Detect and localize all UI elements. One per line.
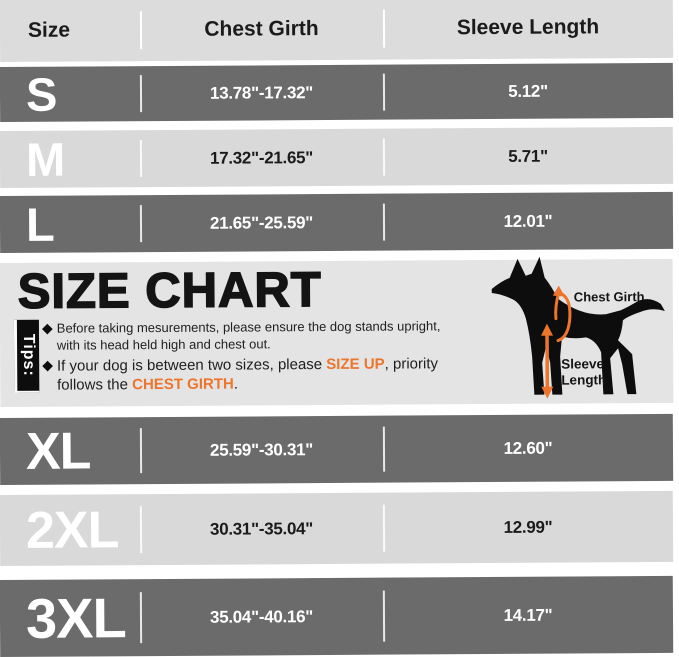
table-header (0, 0, 673, 62)
size-chart-title: SIZE CHART (17, 263, 322, 319)
sleeve-length-value: 12.99" (503, 517, 553, 537)
size-up-highlight: SIZE UP (326, 355, 385, 374)
chest-girth-value: 30.31"-35.04" (209, 518, 314, 539)
header-size: Size (27, 18, 71, 42)
size-row-s (0, 63, 673, 122)
size-label: S (25, 67, 57, 121)
diamond-bullet-icon: ◆ (41, 319, 53, 336)
tips-label-box (14, 320, 39, 393)
diamond-bullet-icon: ◆ (42, 356, 54, 373)
tip-item-2 (42, 354, 492, 395)
dog-measurement-diagram (482, 256, 679, 407)
tip-item-1 (42, 317, 492, 354)
size-label: L (25, 197, 54, 251)
chest-girth-diagram-label: Chest Girth (573, 289, 645, 305)
tip-text: If your dog is between two sizes, please SIZE UP, priority follows the CHEST GIRTH. (56, 355, 439, 394)
chest-girth-arrowhead-icon (553, 286, 565, 297)
sleeve-length-value: 12.60" (503, 438, 553, 458)
size-chart-panel (0, 259, 673, 407)
sleeve-length-value: 12.01" (503, 211, 553, 231)
size-row-xl (0, 414, 673, 485)
sleeve-length-value: 5.71" (508, 146, 548, 166)
size-label: M (25, 132, 65, 186)
tip-text: Before taking mesurements, please ensure the dog stands upright, with its head held high and chest out. (56, 318, 441, 353)
sleeve-length-diagram-label-line1: Sleeve (561, 356, 605, 372)
sleeve-length-value: 5.12" (508, 81, 548, 101)
sleeve-length-value: 14.17" (503, 605, 553, 625)
chest-girth-value: 21.65"-25.59" (209, 212, 314, 233)
tips-label: Tips: (19, 333, 38, 377)
size-label: XL (25, 421, 91, 481)
size-row-m (0, 127, 673, 188)
dog-silhouette-illustration (482, 256, 679, 407)
header-sleeve-length: Sleeve Length (383, 0, 673, 60)
size-row-3xl (0, 576, 673, 657)
sleeve-length-diagram-label-line2: Length (561, 372, 607, 388)
size-label: 2XL (25, 500, 119, 560)
chest-girth-value: 17.32"-21.65" (209, 147, 314, 168)
header-chest-girth: Chest Girth (140, 0, 383, 61)
chest-girth-value: 25.59"-30.31" (209, 439, 314, 460)
chest-girth-value: 13.78"-17.32" (209, 82, 314, 103)
size-label: 3XL (25, 585, 126, 650)
chest-girth-highlight: CHEST GIRTH (132, 375, 234, 394)
size-row-l (0, 192, 673, 253)
size-row-2xl (0, 491, 673, 566)
chest-girth-value: 35.04"-40.16" (209, 606, 314, 627)
